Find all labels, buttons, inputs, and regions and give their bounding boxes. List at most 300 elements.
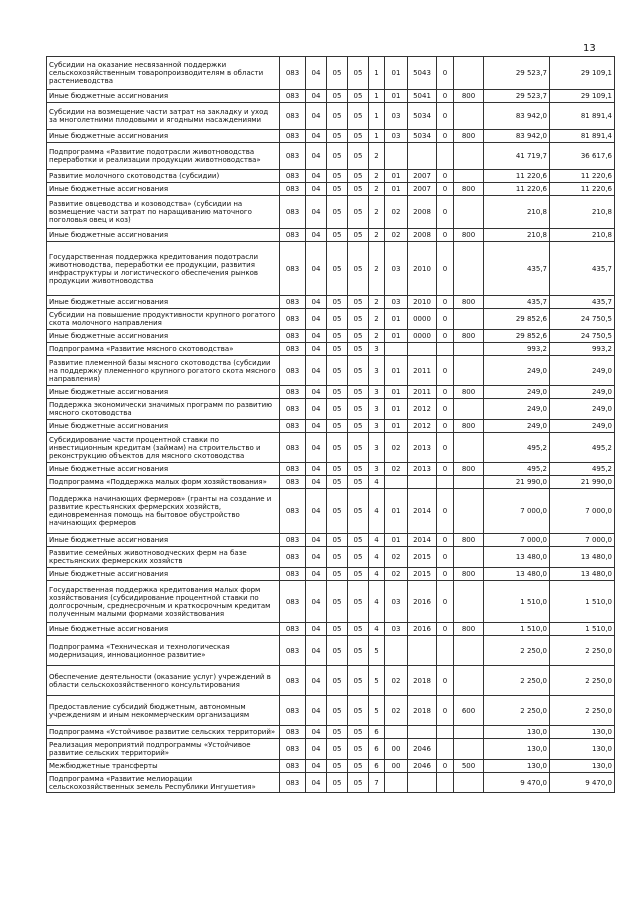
code-cell: 5 bbox=[369, 666, 385, 696]
code-cell: 04 bbox=[306, 143, 327, 170]
code-cell bbox=[454, 143, 484, 170]
code-cell bbox=[437, 739, 454, 760]
code-cell: 2 bbox=[369, 196, 385, 229]
code-cell: 05 bbox=[327, 309, 348, 330]
code-cell: 05 bbox=[327, 399, 348, 420]
amount-cell: 249,0 bbox=[484, 420, 550, 433]
code-cell: 3 bbox=[369, 463, 385, 476]
code-cell: 2018 bbox=[408, 666, 437, 696]
code-cell: 02 bbox=[385, 433, 408, 463]
code-cell: 05 bbox=[327, 242, 348, 296]
row-name-cell: Обеспечение деятельности (оказание услуг) учреждений в области сельскохозяйственного консультирования bbox=[47, 666, 280, 696]
code-cell: 800 bbox=[454, 568, 484, 581]
code-cell: 02 bbox=[385, 666, 408, 696]
code-cell: 2012 bbox=[408, 420, 437, 433]
amount-cell: 13 480,0 bbox=[550, 547, 615, 568]
code-cell bbox=[385, 773, 408, 793]
amount-cell: 13 480,0 bbox=[484, 547, 550, 568]
code-cell: 05 bbox=[348, 343, 369, 356]
code-cell: 04 bbox=[306, 90, 327, 103]
code-cell: 05 bbox=[327, 433, 348, 463]
code-cell: 2012 bbox=[408, 399, 437, 420]
row-name-cell: Межбюджетные трансферты bbox=[47, 760, 280, 773]
table-row bbox=[47, 581, 615, 623]
code-cell: 0 bbox=[437, 196, 454, 229]
table-row bbox=[47, 568, 615, 581]
code-cell: 0 bbox=[437, 568, 454, 581]
code-cell: 2011 bbox=[408, 386, 437, 399]
code-cell: 500 bbox=[454, 760, 484, 773]
row-name-cell: Подпрограмма «Развитие мясного скотоводства» bbox=[47, 343, 280, 356]
code-cell bbox=[454, 636, 484, 666]
code-cell: 3 bbox=[369, 399, 385, 420]
amount-cell: 993,2 bbox=[484, 343, 550, 356]
code-cell: 04 bbox=[306, 773, 327, 793]
code-cell: 5 bbox=[369, 696, 385, 726]
code-cell: 04 bbox=[306, 356, 327, 386]
code-cell: 0 bbox=[437, 386, 454, 399]
code-cell: 05 bbox=[327, 489, 348, 534]
code-cell: 2008 bbox=[408, 229, 437, 242]
code-cell: 01 bbox=[385, 170, 408, 183]
code-cell: 083 bbox=[280, 636, 306, 666]
table-row bbox=[47, 739, 615, 760]
code-cell: 05 bbox=[348, 489, 369, 534]
code-cell: 05 bbox=[348, 309, 369, 330]
row-name-cell: Субсидии на оказание несвязанной поддержки сельскохозяйственным товаропроизводителям в области растениеводства bbox=[47, 57, 280, 90]
code-cell: 2 bbox=[369, 242, 385, 296]
code-cell bbox=[437, 636, 454, 666]
code-cell bbox=[454, 433, 484, 463]
code-cell: 4 bbox=[369, 476, 385, 489]
amount-cell: 13 480,0 bbox=[550, 568, 615, 581]
code-cell: 600 bbox=[454, 696, 484, 726]
code-cell: 083 bbox=[280, 739, 306, 760]
code-cell: 02 bbox=[385, 196, 408, 229]
code-cell: 4 bbox=[369, 581, 385, 623]
code-cell: 800 bbox=[454, 296, 484, 309]
amount-cell: 21 990,0 bbox=[550, 476, 615, 489]
code-cell: 2 bbox=[369, 309, 385, 330]
code-cell: 04 bbox=[306, 386, 327, 399]
code-cell: 04 bbox=[306, 196, 327, 229]
code-cell bbox=[454, 242, 484, 296]
code-cell: 04 bbox=[306, 229, 327, 242]
amount-cell: 130,0 bbox=[550, 726, 615, 739]
code-cell: 0 bbox=[437, 356, 454, 386]
code-cell: 2046 bbox=[408, 739, 437, 760]
code-cell: 4 bbox=[369, 534, 385, 547]
code-cell: 05 bbox=[348, 143, 369, 170]
code-cell: 04 bbox=[306, 309, 327, 330]
code-cell bbox=[437, 143, 454, 170]
code-cell: 083 bbox=[280, 57, 306, 90]
code-cell bbox=[408, 636, 437, 666]
amount-cell: 11 220,6 bbox=[550, 183, 615, 196]
code-cell: 05 bbox=[327, 330, 348, 343]
row-name-cell: Иные бюджетные ассигнования bbox=[47, 534, 280, 547]
code-cell: 04 bbox=[306, 726, 327, 739]
code-cell: 05 bbox=[327, 103, 348, 130]
row-name-cell: Субсидии на повышение продуктивности крупного рогатого скота молочного направления bbox=[47, 309, 280, 330]
code-cell: 2015 bbox=[408, 568, 437, 581]
code-cell: 2013 bbox=[408, 463, 437, 476]
amount-cell: 29 523,7 bbox=[484, 57, 550, 90]
row-name-cell: Субсидирование части процентной ставки по инвестиционным кредитам (займам) на строительство и реконструкцию объектов для мясного скотоводства bbox=[47, 433, 280, 463]
code-cell: 05 bbox=[348, 547, 369, 568]
code-cell: 05 bbox=[348, 420, 369, 433]
code-cell: 03 bbox=[385, 130, 408, 143]
code-cell: 05 bbox=[348, 399, 369, 420]
code-cell: 05 bbox=[348, 739, 369, 760]
code-cell: 800 bbox=[454, 463, 484, 476]
code-cell: 04 bbox=[306, 696, 327, 726]
code-cell: 04 bbox=[306, 130, 327, 143]
code-cell: 05 bbox=[327, 57, 348, 90]
code-cell: 05 bbox=[348, 636, 369, 666]
code-cell: 04 bbox=[306, 476, 327, 489]
code-cell: 4 bbox=[369, 547, 385, 568]
table-row bbox=[47, 726, 615, 739]
amount-cell: 2 250,0 bbox=[550, 636, 615, 666]
budget-table bbox=[46, 56, 615, 793]
code-cell: 05 bbox=[348, 773, 369, 793]
code-cell: 800 bbox=[454, 183, 484, 196]
code-cell: 0 bbox=[437, 489, 454, 534]
amount-cell: 130,0 bbox=[484, 739, 550, 760]
code-cell bbox=[454, 726, 484, 739]
amount-cell: 36 617,6 bbox=[550, 143, 615, 170]
row-name-cell: Подпрограмма «Развитие мелиорации сельскохозяйственных земель Республики Ингушетия» bbox=[47, 773, 280, 793]
code-cell: 0 bbox=[437, 229, 454, 242]
amount-cell: 249,0 bbox=[550, 420, 615, 433]
code-cell: 2 bbox=[369, 296, 385, 309]
code-cell: 083 bbox=[280, 760, 306, 773]
amount-cell: 11 220,6 bbox=[484, 170, 550, 183]
amount-cell: 2 250,0 bbox=[550, 666, 615, 696]
code-cell: 2016 bbox=[408, 623, 437, 636]
row-name-cell: Развитие семейных животноводческих ферм на базе крестьянских фермерских хозяйств bbox=[47, 547, 280, 568]
code-cell: 03 bbox=[385, 296, 408, 309]
amount-cell: 130,0 bbox=[550, 739, 615, 760]
code-cell: 05 bbox=[327, 726, 348, 739]
row-name-cell: Иные бюджетные ассигнования bbox=[47, 463, 280, 476]
code-cell bbox=[437, 343, 454, 356]
code-cell: 01 bbox=[385, 420, 408, 433]
row-name-cell: Иные бюджетные ассигнования bbox=[47, 568, 280, 581]
table-row bbox=[47, 489, 615, 534]
amount-cell: 2 250,0 bbox=[484, 636, 550, 666]
amount-cell: 29 109,1 bbox=[550, 90, 615, 103]
code-cell: 0 bbox=[437, 534, 454, 547]
code-cell bbox=[408, 726, 437, 739]
code-cell: 5034 bbox=[408, 130, 437, 143]
code-cell: 04 bbox=[306, 399, 327, 420]
code-cell: 05 bbox=[327, 90, 348, 103]
code-cell: 04 bbox=[306, 103, 327, 130]
code-cell: 04 bbox=[306, 343, 327, 356]
amount-cell: 495,2 bbox=[484, 433, 550, 463]
code-cell: 05 bbox=[348, 386, 369, 399]
table-row bbox=[47, 476, 615, 489]
code-cell: 05 bbox=[348, 696, 369, 726]
amount-cell: 495,2 bbox=[550, 463, 615, 476]
code-cell bbox=[454, 103, 484, 130]
amount-cell: 2 250,0 bbox=[484, 696, 550, 726]
amount-cell: 435,7 bbox=[550, 242, 615, 296]
row-name-cell: Субсидии на возмещение части затрат на закладку и уход за многолетними плодовыми и ягодными насаждениями bbox=[47, 103, 280, 130]
code-cell bbox=[454, 547, 484, 568]
code-cell bbox=[385, 636, 408, 666]
code-cell: 083 bbox=[280, 90, 306, 103]
code-cell: 05 bbox=[327, 296, 348, 309]
code-cell: 05 bbox=[327, 636, 348, 666]
table-row bbox=[47, 534, 615, 547]
amount-cell: 435,7 bbox=[484, 242, 550, 296]
code-cell: 05 bbox=[327, 420, 348, 433]
code-cell: 2018 bbox=[408, 696, 437, 726]
code-cell: 083 bbox=[280, 103, 306, 130]
code-cell bbox=[408, 343, 437, 356]
code-cell: 03 bbox=[385, 242, 408, 296]
code-cell: 00 bbox=[385, 760, 408, 773]
amount-cell: 249,0 bbox=[550, 356, 615, 386]
code-cell: 02 bbox=[385, 568, 408, 581]
code-cell: 083 bbox=[280, 623, 306, 636]
code-cell: 4 bbox=[369, 568, 385, 581]
code-cell: 05 bbox=[348, 581, 369, 623]
code-cell: 2015 bbox=[408, 547, 437, 568]
code-cell bbox=[454, 489, 484, 534]
code-cell: 05 bbox=[327, 773, 348, 793]
code-cell: 0 bbox=[437, 170, 454, 183]
code-cell: 04 bbox=[306, 568, 327, 581]
amount-cell: 249,0 bbox=[550, 399, 615, 420]
code-cell: 04 bbox=[306, 463, 327, 476]
code-cell: 3 bbox=[369, 433, 385, 463]
code-cell: 0 bbox=[437, 242, 454, 296]
code-cell: 0 bbox=[437, 309, 454, 330]
table-row bbox=[47, 433, 615, 463]
code-cell: 083 bbox=[280, 534, 306, 547]
code-cell bbox=[385, 476, 408, 489]
code-cell: 05 bbox=[327, 130, 348, 143]
code-cell: 083 bbox=[280, 726, 306, 739]
code-cell: 05 bbox=[348, 229, 369, 242]
code-cell: 01 bbox=[385, 399, 408, 420]
code-cell: 3 bbox=[369, 356, 385, 386]
table-row bbox=[47, 636, 615, 666]
amount-cell: 29 852,6 bbox=[484, 309, 550, 330]
amount-cell: 29 523,7 bbox=[484, 90, 550, 103]
code-cell: 2016 bbox=[408, 581, 437, 623]
amount-cell: 2 250,0 bbox=[550, 696, 615, 726]
code-cell: 03 bbox=[385, 623, 408, 636]
row-name-cell: Иные бюджетные ассигнования bbox=[47, 130, 280, 143]
code-cell: 0 bbox=[437, 57, 454, 90]
code-cell: 083 bbox=[280, 581, 306, 623]
code-cell: 083 bbox=[280, 420, 306, 433]
code-cell: 2014 bbox=[408, 534, 437, 547]
table-row bbox=[47, 130, 615, 143]
code-cell: 05 bbox=[348, 623, 369, 636]
amount-cell: 130,0 bbox=[550, 760, 615, 773]
table-row bbox=[47, 547, 615, 568]
table-row bbox=[47, 170, 615, 183]
code-cell: 083 bbox=[280, 386, 306, 399]
code-cell: 0 bbox=[437, 433, 454, 463]
table-row bbox=[47, 760, 615, 773]
code-cell: 800 bbox=[454, 229, 484, 242]
table-row bbox=[47, 309, 615, 330]
code-cell: 2011 bbox=[408, 356, 437, 386]
table-row bbox=[47, 103, 615, 130]
code-cell: 04 bbox=[306, 739, 327, 760]
table-row bbox=[47, 57, 615, 90]
code-cell: 083 bbox=[280, 343, 306, 356]
code-cell: 04 bbox=[306, 242, 327, 296]
amount-cell: 993,2 bbox=[550, 343, 615, 356]
code-cell: 2008 bbox=[408, 196, 437, 229]
row-name-cell: Иные бюджетные ассигнования bbox=[47, 90, 280, 103]
code-cell: 1 bbox=[369, 130, 385, 143]
row-name-cell: Подпрограмма «Устойчивое развитие сельских территорий» bbox=[47, 726, 280, 739]
code-cell: 083 bbox=[280, 399, 306, 420]
amount-cell: 1 510,0 bbox=[550, 623, 615, 636]
code-cell: 02 bbox=[385, 547, 408, 568]
code-cell: 02 bbox=[385, 696, 408, 726]
code-cell: 05 bbox=[327, 666, 348, 696]
code-cell: 083 bbox=[280, 296, 306, 309]
amount-cell: 210,8 bbox=[484, 196, 550, 229]
code-cell: 05 bbox=[348, 726, 369, 739]
code-cell: 04 bbox=[306, 170, 327, 183]
code-cell: 800 bbox=[454, 90, 484, 103]
code-cell: 05 bbox=[327, 463, 348, 476]
table-row bbox=[47, 229, 615, 242]
code-cell: 05 bbox=[327, 170, 348, 183]
code-cell: 2010 bbox=[408, 296, 437, 309]
code-cell: 5 bbox=[369, 636, 385, 666]
code-cell: 083 bbox=[280, 330, 306, 343]
code-cell: 083 bbox=[280, 489, 306, 534]
code-cell: 083 bbox=[280, 433, 306, 463]
code-cell: 800 bbox=[454, 534, 484, 547]
code-cell: 05 bbox=[348, 534, 369, 547]
code-cell bbox=[454, 476, 484, 489]
row-name-cell: Иные бюджетные ассигнования bbox=[47, 296, 280, 309]
row-name-cell: Развитие молочного скотоводства (субсидии) bbox=[47, 170, 280, 183]
code-cell: 3 bbox=[369, 386, 385, 399]
code-cell: 0 bbox=[437, 666, 454, 696]
code-cell: 05 bbox=[348, 90, 369, 103]
amount-cell: 29 852,6 bbox=[484, 330, 550, 343]
code-cell: 04 bbox=[306, 57, 327, 90]
amount-cell: 1 510,0 bbox=[484, 581, 550, 623]
table-row bbox=[47, 666, 615, 696]
code-cell: 05 bbox=[327, 623, 348, 636]
code-cell: 0 bbox=[437, 130, 454, 143]
code-cell: 083 bbox=[280, 143, 306, 170]
code-cell: 05 bbox=[327, 143, 348, 170]
amount-cell: 13 480,0 bbox=[484, 568, 550, 581]
code-cell: 05 bbox=[348, 433, 369, 463]
code-cell: 04 bbox=[306, 636, 327, 666]
code-cell bbox=[385, 726, 408, 739]
code-cell: 05 bbox=[327, 739, 348, 760]
code-cell bbox=[454, 196, 484, 229]
code-cell: 05 bbox=[327, 568, 348, 581]
code-cell: 05 bbox=[348, 330, 369, 343]
code-cell: 05 bbox=[348, 666, 369, 696]
table-row bbox=[47, 343, 615, 356]
code-cell: 05 bbox=[348, 242, 369, 296]
code-cell bbox=[454, 309, 484, 330]
code-cell: 05 bbox=[348, 130, 369, 143]
table-row bbox=[47, 623, 615, 636]
amount-cell: 249,0 bbox=[550, 386, 615, 399]
code-cell: 05 bbox=[348, 568, 369, 581]
code-cell: 05 bbox=[327, 547, 348, 568]
amount-cell: 435,7 bbox=[550, 296, 615, 309]
amount-cell: 495,2 bbox=[550, 433, 615, 463]
amount-cell: 83 942,0 bbox=[484, 103, 550, 130]
code-cell bbox=[454, 57, 484, 90]
code-cell bbox=[454, 343, 484, 356]
table-row bbox=[47, 196, 615, 229]
code-cell: 0 bbox=[437, 90, 454, 103]
code-cell: 083 bbox=[280, 666, 306, 696]
code-cell: 2 bbox=[369, 143, 385, 170]
amount-cell: 81 891,4 bbox=[550, 130, 615, 143]
code-cell bbox=[437, 726, 454, 739]
code-cell: 05 bbox=[348, 196, 369, 229]
amount-cell: 7 000,0 bbox=[550, 489, 615, 534]
code-cell: 800 bbox=[454, 420, 484, 433]
code-cell: 05 bbox=[327, 343, 348, 356]
code-cell: 2046 bbox=[408, 760, 437, 773]
code-cell: 05 bbox=[327, 183, 348, 196]
code-cell: 05 bbox=[348, 476, 369, 489]
table-row bbox=[47, 330, 615, 343]
code-cell: 02 bbox=[385, 229, 408, 242]
code-cell: 7 bbox=[369, 773, 385, 793]
code-cell: 083 bbox=[280, 229, 306, 242]
code-cell: 05 bbox=[327, 581, 348, 623]
row-name-cell: Иные бюджетные ассигнования bbox=[47, 229, 280, 242]
code-cell: 04 bbox=[306, 581, 327, 623]
code-cell: 800 bbox=[454, 130, 484, 143]
code-cell bbox=[408, 143, 437, 170]
amount-cell: 249,0 bbox=[484, 356, 550, 386]
code-cell: 3 bbox=[369, 343, 385, 356]
code-cell: 0000 bbox=[408, 330, 437, 343]
code-cell bbox=[454, 666, 484, 696]
code-cell: 05 bbox=[348, 183, 369, 196]
row-name-cell: Подпрограмма «Техническая и технологическая модернизация, инновационное развитие» bbox=[47, 636, 280, 666]
code-cell bbox=[454, 581, 484, 623]
row-name-cell: Государственная поддержка кредитования подотрасли животноводства, переработки ее продукции, развития инфраструктуры и логистического обеспечения рынков продукции животноводства bbox=[47, 242, 280, 296]
code-cell: 0 bbox=[437, 183, 454, 196]
row-name-cell: Поддержка начинающих фермеров» (гранты на создание и развитие крестьянских фермерских хозяйств, единовременная помощь на бытовое обустройство начинающих фермеров bbox=[47, 489, 280, 534]
code-cell: 5043 bbox=[408, 57, 437, 90]
code-cell: 05 bbox=[348, 760, 369, 773]
code-cell: 01 bbox=[385, 534, 408, 547]
code-cell: 4 bbox=[369, 623, 385, 636]
code-cell: 0 bbox=[437, 463, 454, 476]
code-cell: 05 bbox=[348, 356, 369, 386]
amount-cell: 7 000,0 bbox=[484, 534, 550, 547]
